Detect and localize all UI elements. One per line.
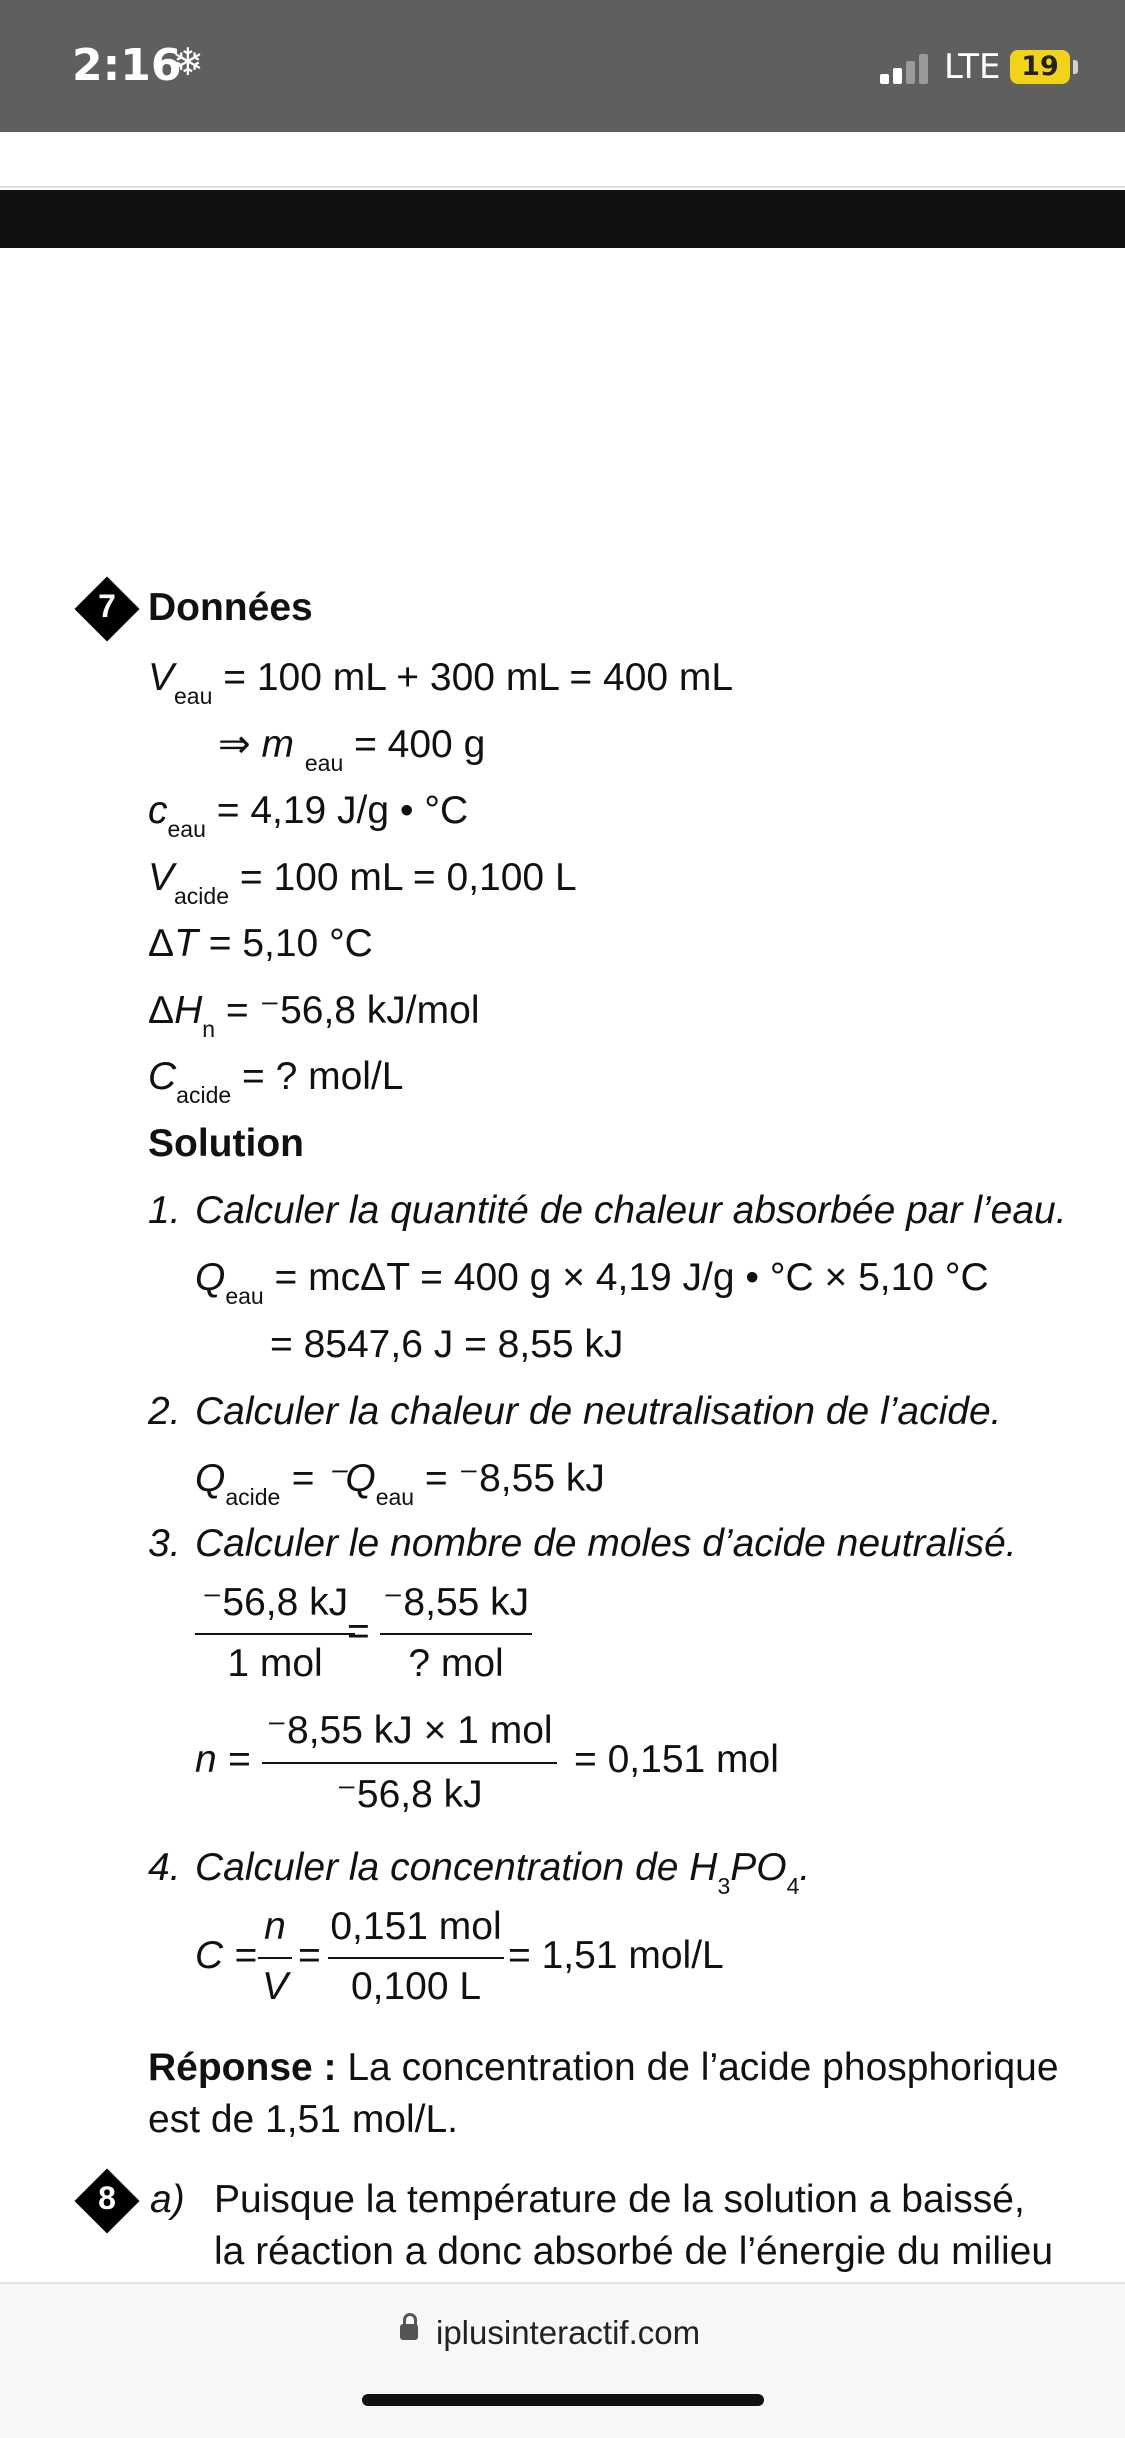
v-eau-sub: eau — [174, 683, 213, 709]
problem-8-part: a) — [150, 2178, 185, 2221]
c-fraction-denominator: 0,100 L — [350, 1965, 482, 2008]
fraction-3-denominator: ⁻56,8 kJ — [336, 1773, 483, 1816]
n-over-v-numerator: n — [264, 1905, 286, 1948]
delta-t-var: T — [174, 922, 198, 965]
network-type: LTE — [944, 47, 1001, 87]
v-acide-rest: = 100 mL = 0,100 L — [229, 856, 577, 899]
c-acide-var: C — [148, 1055, 177, 1098]
step-2-text: Calculer la chaleur de neutralisation de l’acide. — [195, 1390, 1002, 1433]
reponse-text-1: La concentration de l’acide phosphorique — [336, 2046, 1059, 2089]
c-fraction-numerator: 0,151 mol — [330, 1905, 502, 1948]
n-over-v-bar — [258, 1957, 292, 1959]
fraction-2-bar — [380, 1633, 532, 1635]
v-eau-var: V — [148, 656, 175, 699]
c-eau-rest: = 4,19 J/g • °C — [205, 789, 469, 832]
step-4-text-end: . — [799, 1846, 811, 1889]
fraction-2-numerator: ⁻8,55 kJ — [382, 1581, 530, 1624]
fraction-2-denominator: ? mol — [408, 1642, 504, 1685]
problem-7-number: 7 — [98, 588, 116, 624]
c-eau-line — [148, 789, 469, 842]
step-1-eq1 — [195, 1256, 989, 1309]
fraction-3-bar — [262, 1762, 557, 1764]
c-fraction-bar — [328, 1957, 504, 1959]
v-acide-var: V — [148, 856, 175, 899]
m-eau-prefix: ⇒ — [218, 723, 262, 766]
po4-sub: 4 — [786, 1873, 800, 1899]
url-text[interactable]: iplusinteractif.com — [436, 2314, 701, 2351]
home-indicator[interactable] — [362, 2394, 764, 2406]
q-acide-var: Q — [195, 1457, 226, 1500]
step-3-text: Calculer le nombre de moles d’acide neutralisé. — [195, 1522, 1017, 1565]
c-eau-var: c — [148, 789, 168, 832]
step-4-text — [195, 1846, 811, 1899]
c-equals: = — [298, 1934, 321, 1977]
q-acide-sub: acide — [225, 1484, 281, 1510]
donnees-heading: Données — [148, 586, 313, 629]
q-eau-sub-2: eau — [375, 1484, 415, 1510]
n-label: n = — [195, 1738, 251, 1781]
browser-url-bar[interactable] — [0, 2282, 1125, 2438]
m-eau-rest: = 400 g — [343, 723, 486, 766]
step-1-eq2: = 8547,6 J = 8,55 kJ — [270, 1323, 624, 1366]
delta-h-sub: n — [202, 1016, 216, 1042]
step-1-eq1-rest: = mcΔT = 400 g × 4,19 J/g • °C × 5,10 °C — [263, 1256, 989, 1299]
problem-8-number: 8 — [98, 2180, 116, 2216]
step-2-eq-rest: = ⁻8,55 kJ — [414, 1457, 605, 1500]
snowflake-icon: ❄ — [172, 40, 204, 84]
problem-8-line-1: Puisque la température de la solution a baissé, — [214, 2178, 1025, 2221]
reponse-line-2: est de 1,51 mol/L. — [148, 2098, 459, 2141]
fraction-1-bar — [195, 1633, 355, 1635]
delta-h-rest: = ⁻56,8 kJ/mol — [215, 989, 480, 1032]
fraction-equals: = — [347, 1610, 370, 1653]
battery-level: 19 — [1010, 50, 1070, 84]
v-eau-rest: = 100 mL + 300 mL = 400 mL — [212, 656, 734, 699]
fraction-1-denominator: 1 mol — [227, 1642, 323, 1685]
c-result: = 1,51 mol/L — [508, 1934, 724, 1977]
delta-t-rest: = 5,10 °C — [197, 922, 373, 965]
v-acide-line — [148, 856, 577, 909]
delta-h-line — [148, 988, 480, 1042]
delta-t-pre: Δ — [148, 922, 175, 965]
m-eau-line — [218, 722, 486, 776]
step-4-text-pre: Calculer la concentration de H — [195, 1846, 718, 1889]
step-2-eq-mid: = ⁻Q — [280, 1457, 376, 1500]
c-acide-sub: acide — [176, 1082, 232, 1108]
m-eau-var: m — [261, 723, 295, 766]
lock-icon — [400, 2324, 418, 2340]
c-acide-line — [148, 1055, 404, 1108]
step-1-text: Calculer la quantité de chaleur absorbée par l’eau. — [195, 1189, 1067, 1232]
delta-t-line — [148, 922, 373, 966]
n-over-v-denominator: V — [261, 1965, 288, 2008]
step-3-label: 3. — [148, 1522, 181, 1565]
h3-sub: 3 — [717, 1873, 731, 1899]
step-4-label: 4. — [148, 1846, 181, 1889]
problem-8-line-2: la réaction a donc absorbé de l’énergie du milieu — [214, 2230, 1054, 2273]
reponse-label: Réponse : — [148, 2046, 337, 2089]
reponse-line-1 — [148, 2046, 1059, 2090]
step-2-eq — [195, 1456, 605, 1510]
m-eau-sub: eau — [304, 750, 344, 776]
step-2-label: 2. — [148, 1390, 181, 1433]
fraction-3-numerator: ⁻8,55 kJ × 1 mol — [266, 1709, 553, 1752]
q-eau-var: Q — [195, 1256, 226, 1299]
c-eau-sub: eau — [167, 816, 206, 842]
c-acide-rest: = ? mol/L — [231, 1055, 404, 1098]
q-eau-sub: eau — [225, 1283, 264, 1309]
fraction-1-numerator: ⁻56,8 kJ — [201, 1581, 349, 1624]
step-4-text-mid: PO — [730, 1846, 787, 1889]
delta-h-var: H — [174, 989, 203, 1032]
step-1-label: 1. — [148, 1189, 181, 1232]
v-acide-sub: acide — [174, 883, 229, 909]
status-time: 2:16 — [72, 40, 182, 91]
v-eau-line — [148, 656, 734, 709]
solution-heading: Solution — [148, 1122, 304, 1165]
c-label: C = — [195, 1934, 257, 1977]
delta-h-pre: Δ — [148, 989, 175, 1032]
n-result: = 0,151 mol — [574, 1738, 779, 1781]
